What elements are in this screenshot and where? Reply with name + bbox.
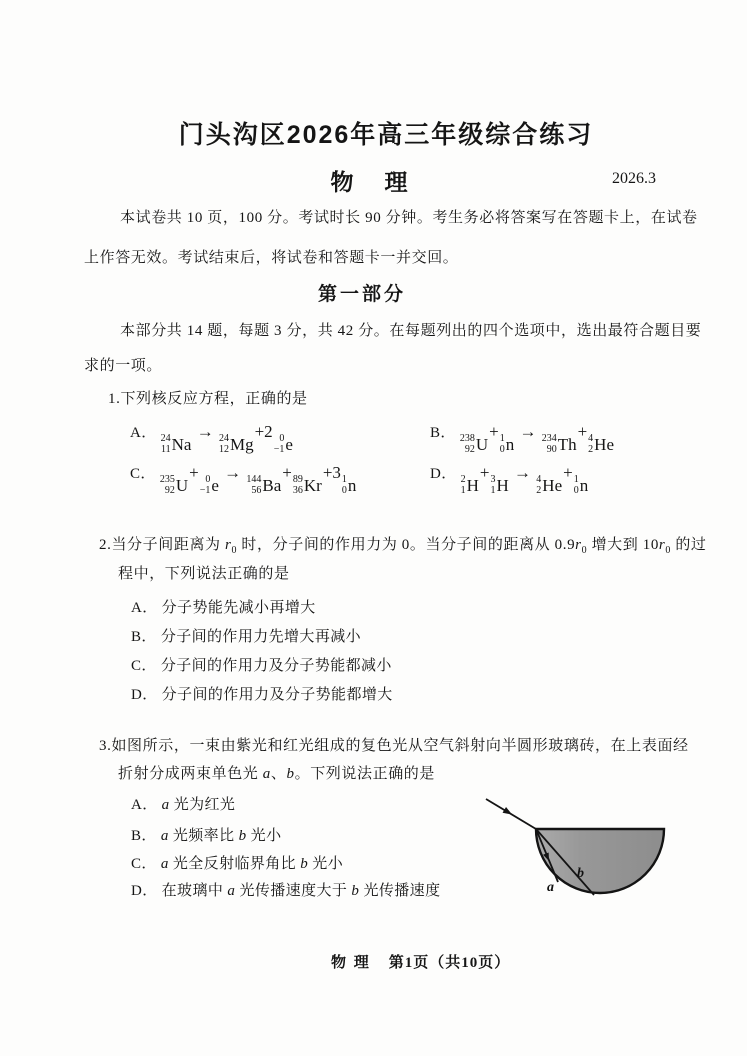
exam-date: 2026.3	[612, 170, 656, 187]
q2-option-b	[131, 625, 361, 646]
part1-heading: 第一部分	[317, 284, 407, 305]
q2-option-d-label: D．	[131, 687, 158, 703]
footer-subject: 物 理	[331, 955, 371, 971]
q2-option-a-label: A．	[131, 600, 158, 616]
semicircular-glass-brick	[536, 829, 664, 893]
q1-option-a-label: A．	[130, 425, 157, 441]
q1-option-b-formula: 238 92 U + 1 0 n → 234 90 Th + 4 2 He	[459, 422, 614, 455]
q2-option-d-text: 分子间的作用力及分子势能都增大	[161, 687, 393, 703]
q3-option-b-text: a 光频率比 b 光小	[160, 828, 282, 844]
q3-option-c-text: a 光全反射临界角比 b 光小	[160, 856, 344, 872]
ray-b-label: b	[577, 866, 584, 881]
q3-option-d-label: D．	[131, 883, 158, 899]
subject-title: 物 理	[330, 169, 412, 195]
question-3-stem-line-2: 折射分成两束单色光 a、b。下列说法正确的是	[118, 766, 435, 782]
q3-option-a-text: a 光为红光	[161, 797, 236, 813]
q1-option-d-label: D．	[430, 466, 457, 482]
q1-option-d-formula: 2 1 H + 3 1 H → 4 2 He + 1 0 n	[460, 463, 589, 496]
q3-option-a	[131, 793, 235, 814]
q1-option-a	[130, 421, 293, 455]
q1-option-b-label: B．	[430, 425, 456, 441]
q3-option-c-label: C．	[131, 856, 157, 872]
refraction-diagram	[468, 785, 698, 925]
ray-a-label: a	[547, 880, 554, 895]
part1-intro-line-1: 本部分共 14 题，每题 3 分，共 42 分。在每题列出的四个选项中，选出最符合题目要	[120, 323, 702, 339]
q1-option-c-formula: 235 92 U + 0 −1 e → 144 56 Ba + 89 36 Kr +3 1 0 n	[159, 463, 357, 496]
q2-option-b-text: 分子间的作用力先增大再减小	[160, 629, 362, 645]
q1-option-b	[430, 421, 614, 455]
part1-intro-line-2: 求的一项。	[84, 358, 163, 374]
q2-option-a-text: 分子势能先减小再增大	[161, 600, 316, 616]
question-3-stem-line-1: 3.如图所示，一束由紫光和红光组成的复色光从空气斜射向半圆形玻璃砖，在上表面经	[99, 738, 689, 754]
question-2-stem-line-1: 2.当分子间距离为 $r_0$ 时，分子间的作用力为 0。当分子间的距离从 $0.9r_0$ 增大到 $10r_0$ 的过	[99, 537, 707, 556]
q2-option-c-label: C．	[131, 658, 157, 674]
incident-ray-arrow-icon	[503, 807, 514, 817]
q3-option-d-text: 在玻璃中 a 光传播速度大于 b 光传播速度	[161, 883, 441, 899]
q1-option-c	[130, 462, 356, 496]
q2-option-c-text: 分子间的作用力及分子势能都减小	[160, 658, 392, 674]
q2-option-a	[131, 596, 316, 617]
q1-option-c-label: C．	[130, 466, 156, 482]
notice-line-2: 上作答无效。考试结束后，将试卷和答题卡一并交回。	[84, 250, 459, 266]
page-title: 门头沟区2026年高三年级综合练习	[178, 121, 594, 149]
q2-option-c	[131, 654, 392, 675]
q3-option-c	[131, 852, 343, 873]
notice-line-1: 本试卷共 10 页，100 分。考试时长 90 分钟。考生务必将答案写在答题卡上，在试卷	[120, 210, 698, 226]
q3-option-d	[131, 879, 440, 900]
q3-option-b	[131, 824, 281, 845]
question-1-stem: 1.下列核反应方程，正确的是	[108, 391, 308, 407]
q2-option-b-label: B．	[131, 629, 157, 645]
question-2-stem-line-2: 程中，下列说法正确的是	[118, 566, 290, 582]
q2-option-d	[131, 683, 393, 704]
page-footer	[331, 951, 510, 972]
q3-figure	[468, 785, 698, 925]
footer-page-number: 第1页（共10页）	[388, 955, 511, 971]
q3-option-a-label: A．	[131, 797, 158, 813]
q3-option-b-label: B．	[131, 828, 157, 844]
q1-option-a-formula: 24 11 Na → 24 12 Mg +2 0 −1 e	[160, 422, 293, 455]
q1-option-d	[430, 462, 588, 496]
